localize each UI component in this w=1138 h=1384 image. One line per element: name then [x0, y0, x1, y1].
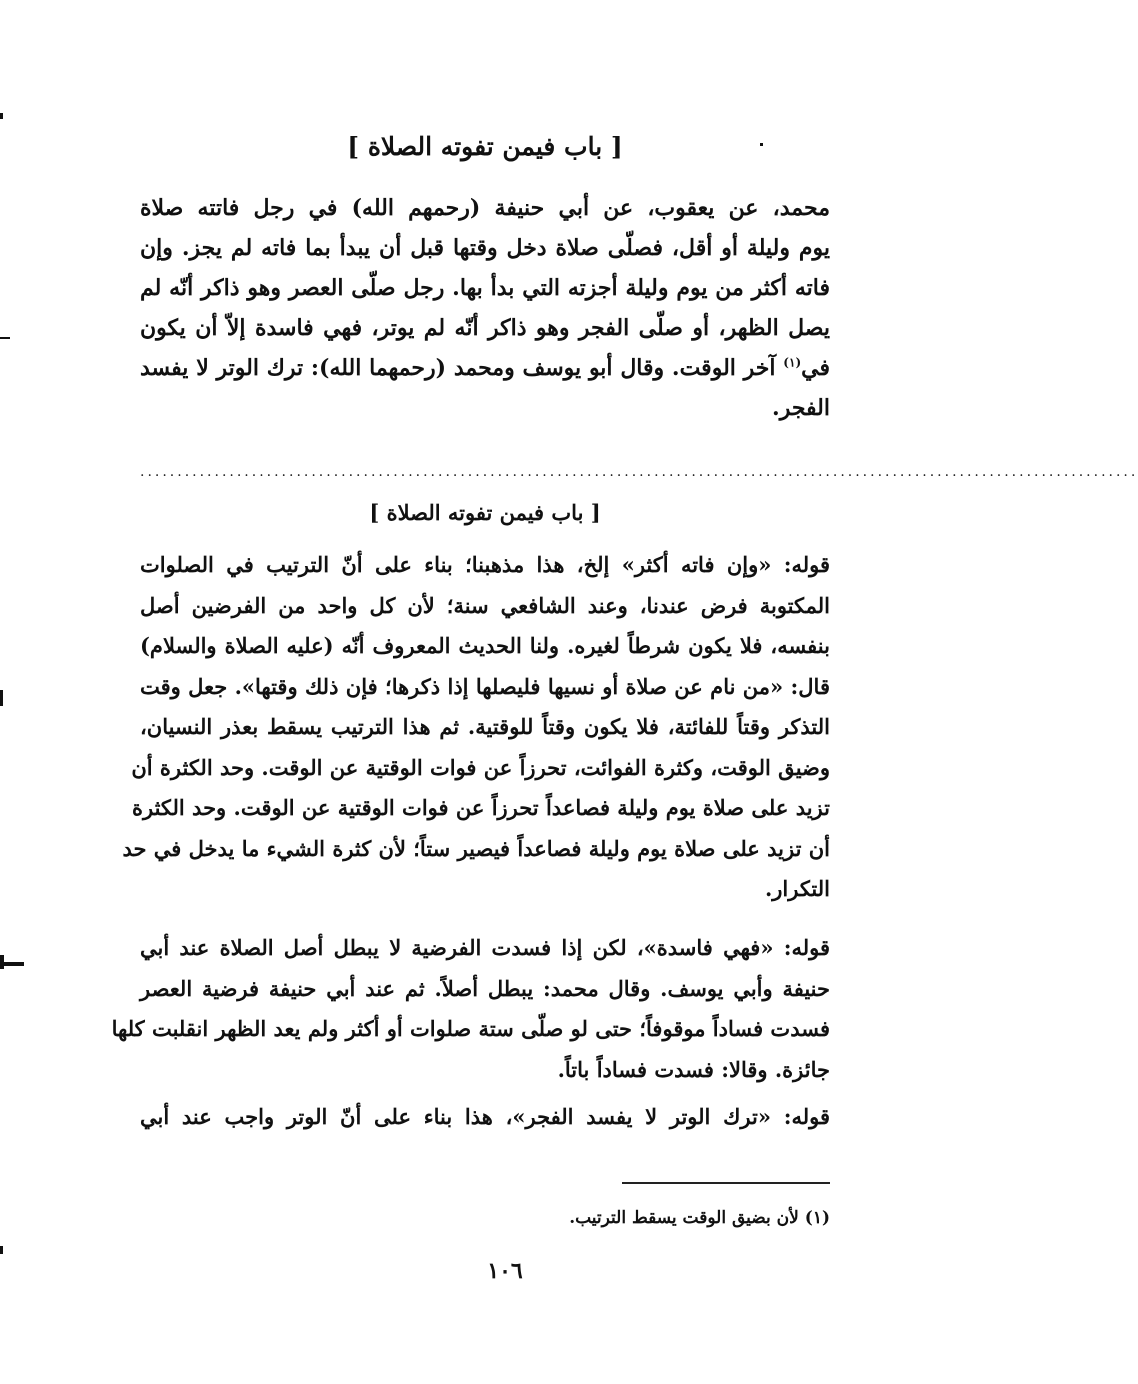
section-separator: ......................................................................................................................................	[140, 464, 1138, 480]
commentary-paragraph	[122, 545, 830, 910]
scan-mark	[0, 113, 3, 119]
commentary-line: فسدت فساداً موقوفاً؛ حتى لو صلّى ستة صلوات أو أكثر ولم يعد الظهر انقلبت كلها	[111, 1016, 830, 1041]
commentary-line: بنفسه، فلا يكون شرطاً لغيره. ولنا الحديث المعروف أنّه (عليه الصلاة والسلام)	[140, 633, 830, 658]
main-text-line: محمد، عن يعقوب، عن أبي حنيفة (رحمهم الله) في رجل فاتته صلاة	[140, 195, 830, 221]
commentary-line: جائزة. وقالا: فسدت فساداً باتاً.	[557, 1056, 830, 1082]
main-text-line	[140, 348, 830, 388]
footnote-rule	[622, 1182, 830, 1184]
commentary-paragraph	[140, 1097, 830, 1138]
page-number: ١٠٦	[487, 1258, 523, 1284]
commentary-heading: [ باب فيمن تفوته الصلاة ]	[369, 500, 601, 525]
commentary-paragraph	[111, 928, 830, 1090]
commentary-line: قوله: «فهي فاسدة»، لكن إذا فسدت الفرضية لا يبطل أصل الصلاة عند أبي	[140, 935, 830, 960]
commentary-line: التذكر وقتاً للفائتة، فلا يكون وقتاً للوقتية. ثم هذا الترتيب يسقط بعذر النسيان،	[140, 714, 830, 739]
main-text-word: في	[801, 355, 830, 381]
commentary-line: تزيد على صلاة يوم وليلة فصاعداً تحرزاً عن فوات الوقتية عن الوقت. وحد الكثرة	[131, 795, 830, 820]
main-text-line: الفجر.	[772, 395, 830, 421]
commentary-line: حنيفة وأبي يوسف. وقال محمد: يبطل أصلاً. ثم عند أبي حنيفة فرضية العصر	[140, 975, 830, 1001]
scan-mark	[0, 955, 4, 969]
commentary-line: قوله: «وإن فاته أكثر» إلخ، هذا مذهبنا؛ بناء على أنّ الترتيب في الصلوات	[140, 552, 830, 577]
scan-mark	[0, 1246, 3, 1254]
commentary-line: قال: «من نام عن صلاة أو نسيها فليصلها إذا ذكرها؛ فإن ذلك وقتها». جعل وقت	[140, 673, 830, 699]
scan-mark	[0, 690, 3, 706]
footnote-marker: (١)	[783, 355, 802, 370]
main-text-line-rest: آخر الوقت. وقال أبو يوسف ومحمد (رحمهما الله): ترك الوتر لا يفسد	[140, 355, 776, 381]
footnote: (١) لأن بضيق الوقت يسقط الترتيب.	[569, 1208, 830, 1228]
commentary-line: وضيق الوقت، وكثرة الفوائت، تحرزاً عن فوات الوقتية عن الوقت. وحد الكثرة أن	[131, 754, 830, 780]
scan-mark	[0, 337, 10, 339]
commentary-line: قوله: «ترك الوتر لا يفسد الفجر»، هذا بناء على أنّ الوتر واجب عند أبي	[140, 1104, 830, 1129]
scan-mark	[760, 143, 763, 146]
commentary-line: أن تزيد على صلاة يوم وليلة فصاعداً فيصير ستاً؛ لأن كثرة الشيء ما يدخل في حد	[122, 835, 830, 861]
main-text-line: فاته أكثر من يوم وليلة أجزته التي بدأ بها. رجل صلّى العصر وهو ذاكر أنّه لم	[140, 275, 830, 301]
commentary-line: التكرار.	[764, 876, 830, 901]
chapter-heading: [ باب فيمن تفوته الصلاة ]	[347, 132, 623, 161]
main-text-line: يصل الظهر، أو صلّى الفجر وهو ذاكر أنّه لم يوتر، فهي فاسدة إلاّ أن يكون	[140, 315, 830, 341]
main-text-line: يوم وليلة أو أقل، فصلّى صلاة دخل وقتها قبل أن يبدأ بما فاته لم يجز. وإن	[140, 235, 830, 261]
commentary-line: المكتوبة فرض عندنا، وعند الشافعي سنة؛ لأن كل واحد من الفرضين أصل	[140, 592, 830, 618]
main-text	[140, 188, 830, 428]
